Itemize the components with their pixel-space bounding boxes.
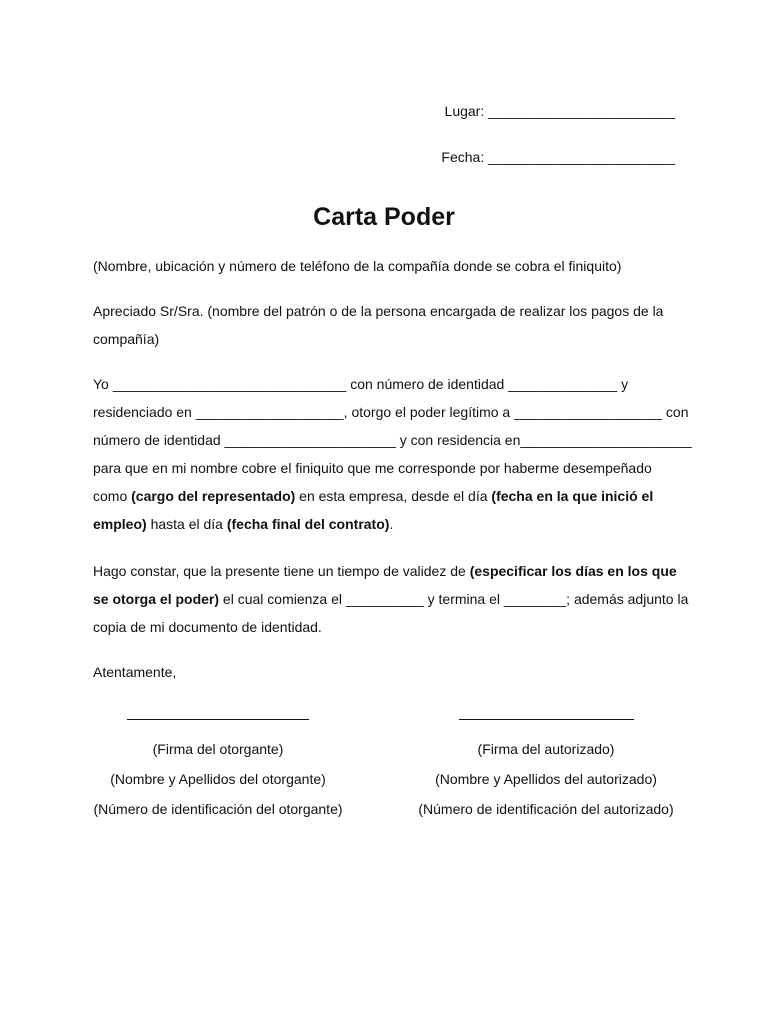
document-title: Carta Poder	[313, 203, 455, 231]
authorized-signature-block	[411, 719, 681, 824]
authorized-signature-line	[459, 719, 634, 720]
text-segment: el cual comienza el __________ y termina el ________; además adjunto la	[219, 591, 689, 607]
closing: Atentamente,	[93, 664, 177, 680]
text-segment: Hago constar, que la presente tiene un tiempo de validez de	[93, 563, 470, 579]
date-blank: ________________________	[488, 149, 675, 165]
text-segment: hasta el día	[146, 516, 227, 532]
grant-line-1: Yo ______________________________ con número de identidad ______________ y	[93, 376, 629, 392]
grant-line-6	[93, 510, 675, 538]
grantor-id-label: (Número de identificación del otorgante)	[93, 801, 343, 817]
greeting-line-2: compañía)	[93, 331, 160, 347]
validity-line-1	[93, 557, 675, 585]
authorized-name-label: (Nombre y Apellidos del autorizado)	[435, 771, 657, 787]
validity-line-3: copia de mi documento de identidad.	[93, 619, 322, 635]
authorized-signature-label: (Firma del autorizado)	[477, 741, 615, 757]
grant-line-3: número de identidad ______________________ y con residencia en______________________	[93, 432, 692, 448]
validity-paragraph	[93, 557, 689, 641]
validity-line-2	[93, 585, 689, 613]
date-label: Fecha:	[441, 149, 485, 165]
validity-days-placeholder-end: se otorga el poder)	[93, 591, 220, 607]
grantor-signature-line	[127, 719, 309, 720]
text-segment: .	[389, 516, 394, 532]
grantor-signature-label: (Firma del otorgante)	[152, 741, 284, 757]
text-segment: en esta empresa, desde el día	[295, 488, 492, 504]
start-date-placeholder-end: empleo)	[93, 516, 147, 532]
grant-line-2: residenciado en ___________________, otorgo el poder legítimo a ___________________ con	[93, 404, 689, 420]
text-segment: como	[93, 488, 132, 504]
grantor-name-label: (Nombre y Apellidos del otorgante)	[110, 771, 326, 787]
authorized-id-label: (Número de identificación del autorizado)	[418, 801, 674, 817]
place-blank: ________________________	[488, 103, 675, 119]
greeting-line-1: Apreciado Sr/Sra. (nombre del patrón o de la persona encargada de realizar los pagos de la	[93, 303, 664, 319]
date-line	[441, 149, 675, 165]
grant-line-4: para que en mi nombre cobre el finiquito que me corresponde por haberme desempeñado	[93, 460, 652, 476]
greeting-paragraph	[93, 297, 675, 353]
place-label: Lugar:	[444, 103, 485, 119]
place-line	[445, 103, 675, 119]
grantor-signature-block	[88, 719, 348, 824]
company-line: (Nombre, ubicación y número de teléfono de la compañía donde se cobra el finiquito)	[93, 258, 622, 274]
grant-paragraph	[93, 370, 692, 538]
start-date-placeholder: (fecha en la que inició el	[491, 488, 654, 504]
end-date-placeholder: (fecha final del contrato)	[226, 516, 390, 532]
representative-position: (cargo del representado)	[131, 488, 296, 504]
validity-days-placeholder: (especificar los días en los que	[469, 563, 677, 579]
grant-line-5	[93, 482, 675, 510]
